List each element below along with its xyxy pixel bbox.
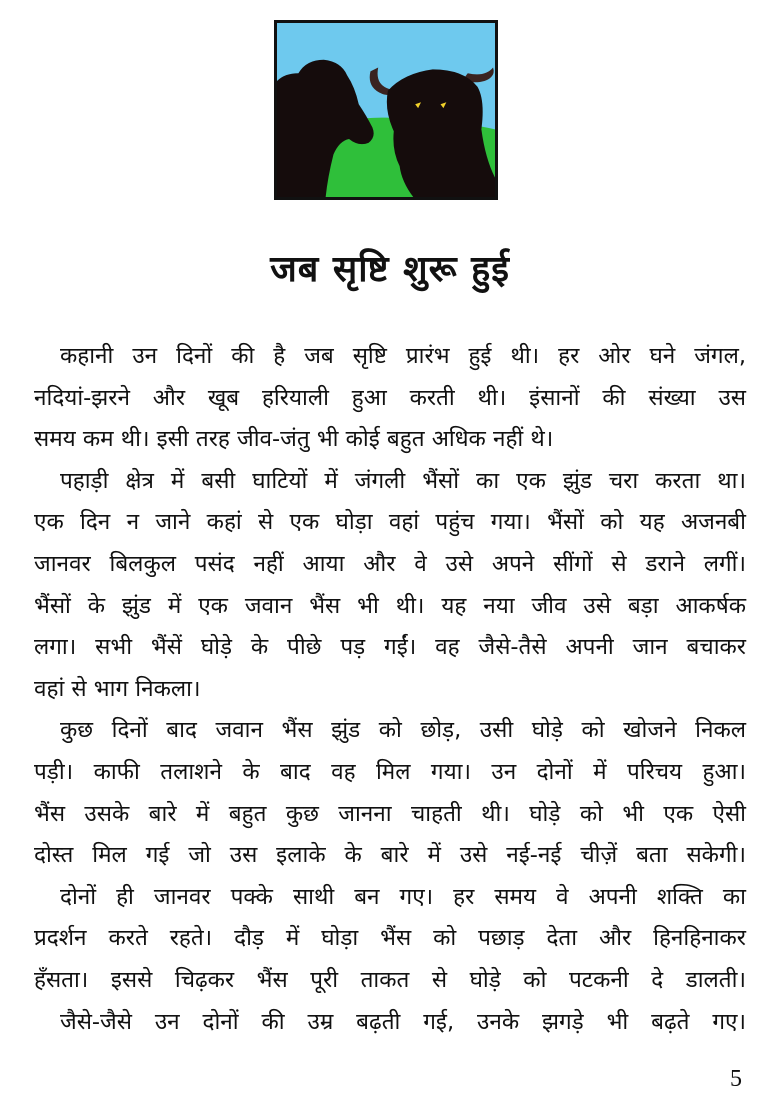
horse-and-buffalo-image: [277, 23, 495, 197]
paragraph-5: [34, 1002, 746, 1044]
page-number: 5: [730, 1066, 742, 1092]
text-line: भैंस उसके बारे में बहुत कुछ जानना चाहती थी। घोड़े को भी एक ऐसी: [34, 800, 746, 827]
text-line: भैंसों के झुंड में एक जवान भैंस भी थी। यह नया जीव उसे बड़ा आकर्षक: [34, 592, 746, 619]
story-illustration: [274, 20, 498, 200]
text-line: पड़ी। काफी तलाशने के बाद वह मिल गया। उन दोनों में परिचय हुआ।: [34, 758, 746, 785]
paragraph-4: [34, 877, 746, 1002]
text-line: हँसता। इससे चिढ़कर भैंस पूरी ताकत से घोड़े को पटकनी दे डालती।: [34, 966, 746, 993]
paragraph-3: [34, 710, 746, 876]
paragraph-1: [34, 336, 746, 461]
text-line: एक दिन न जाने कहां से एक घोड़ा वहां पहुंच गया। भैंसों को यह अजनबी: [34, 509, 746, 536]
text-line: समय कम थी। इसी तरह जीव-जंतु भी कोई बहुत अधिक नहीं थे।: [34, 426, 554, 453]
text-line: कुछ दिनों बाद जवान भैंस झुंड को छोड़, उसी घोड़े को खोजने निकल: [60, 717, 746, 744]
story-title: जब सृष्टि शुरू हुई: [270, 249, 510, 290]
text-line: लगा। सभी भैंसें घोड़े के पीछे पड़ गईं। वह जैसे-तैसे अपनी जान बचाकर: [34, 634, 746, 661]
text-line: दोनों ही जानवर पक्के साथी बन गए। हर समय वे अपनी शक्ति का: [60, 883, 746, 910]
text-line: कहानी उन दिनों की है जब सृष्टि प्रारंभ हुई थी। हर ओर घने जंगल,: [60, 343, 746, 369]
text-line: पहाड़ी क्षेत्र में बसी घाटियों में जंगली भैंसों का एक झुंड चरा करता था।: [60, 467, 746, 494]
text-line: दोस्त मिल गई जो उस इलाके के बारे में उसे नई-नई चीज़ें बता सकेगी।: [34, 842, 746, 869]
story-body: [34, 336, 746, 1043]
text-line: जानवर बिलकुल पसंद नहीं आया और वे उसे अपने सींगों से डराने लगीं।: [34, 550, 746, 577]
paragraph-2: [34, 461, 746, 711]
text-line: प्रदर्शन करते रहते। दौड़ में घोड़ा भैंस को पछाड़ देता और हिनहिनाकर: [34, 925, 746, 952]
text-line: वहां से भाग निकला।: [34, 675, 201, 702]
text-line: जैसे-जैसे उन दोनों की उम्र बढ़ती गई, उनके झगड़े भी बढ़ते गए।: [60, 1008, 746, 1035]
text-line: नदियां-झरने और खूब हरियाली हुआ करती थी। इंसानों की संख्या उस: [34, 384, 746, 411]
